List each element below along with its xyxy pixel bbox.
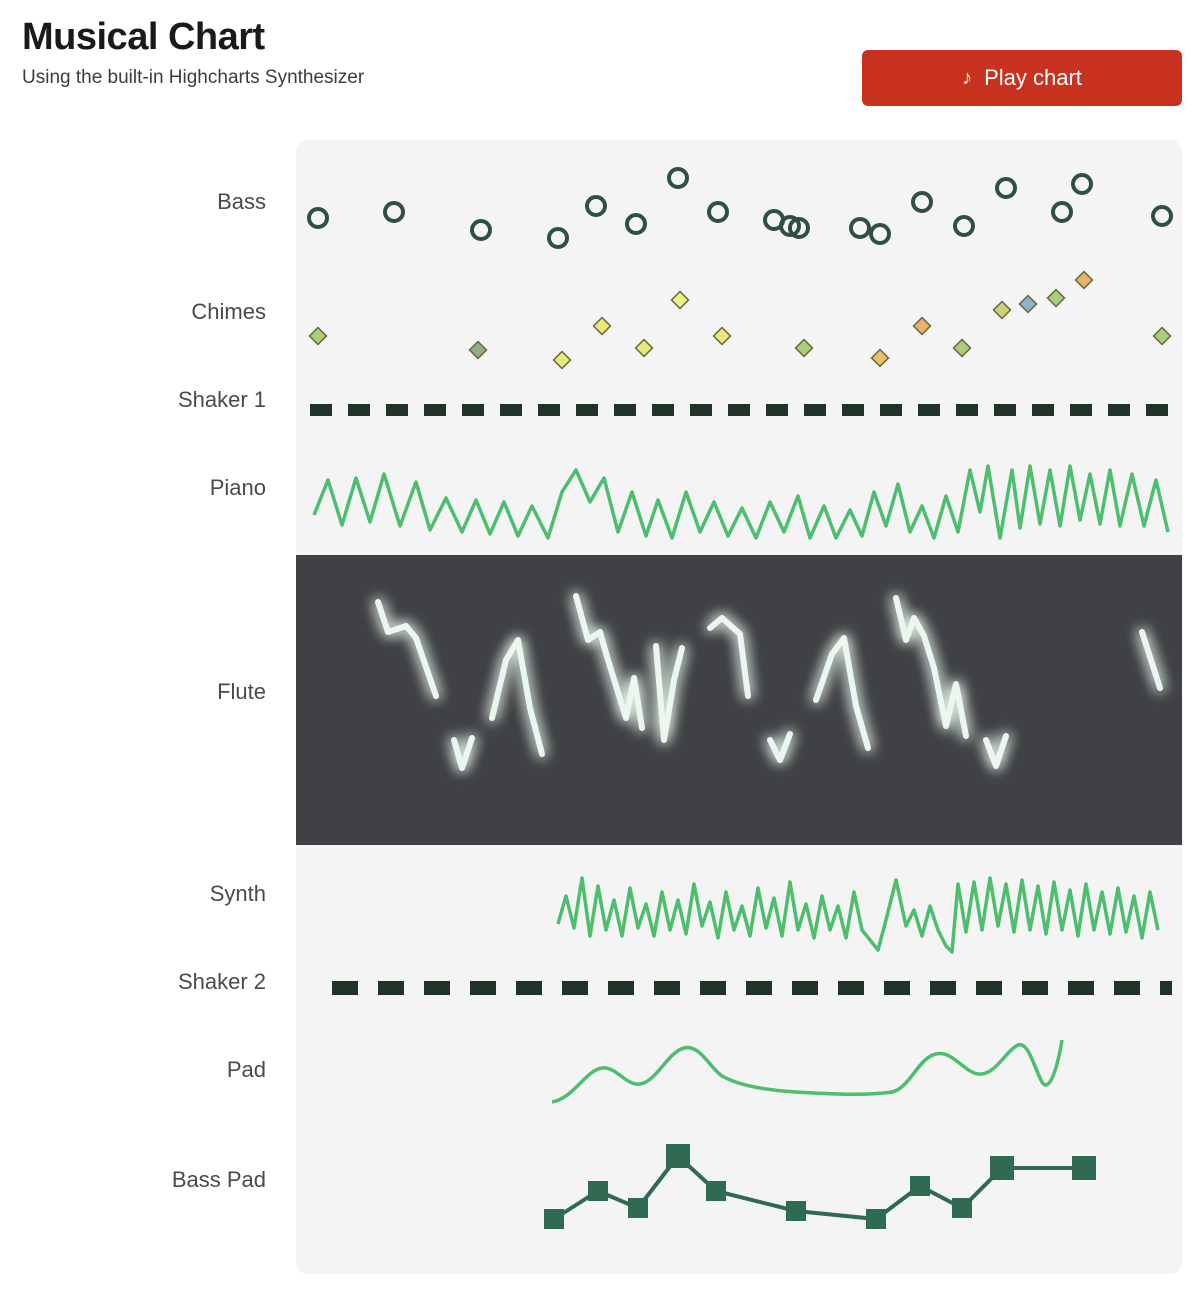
axis-label-shaker-2: Shaker 2	[177, 969, 266, 994]
series-chimes	[310, 272, 1171, 369]
series-piano	[314, 466, 1168, 538]
play-chart-label: Play chart	[984, 65, 1082, 90]
page-header	[22, 14, 1182, 90]
page-title: Musical Chart	[22, 16, 265, 58]
page-subtitle: Using the built-in Highcharts Synthesizer	[22, 67, 365, 88]
series-bass	[309, 169, 1171, 247]
play-chart-button[interactable]	[862, 50, 1182, 106]
axis-label-bass: Bass	[217, 189, 266, 214]
series-bass-pad	[544, 1144, 1096, 1229]
chart-svg	[296, 140, 1182, 1274]
axis-label-synth: Synth	[209, 881, 266, 906]
axis-label-flute: Flute	[217, 679, 266, 704]
music-note-icon: ♪	[962, 67, 973, 89]
axis-label-shaker-1: Shaker 1	[177, 387, 266, 412]
axis-label-piano: Piano	[209, 475, 266, 500]
axis-label-bass-pad: Bass Pad	[171, 1167, 266, 1192]
series-synth	[558, 878, 1158, 952]
axis-label-chimes: Chimes	[191, 299, 266, 324]
axis-label-pad: Pad	[226, 1057, 266, 1082]
series-pad	[552, 1040, 1062, 1102]
chart-plot-area[interactable]	[296, 140, 1182, 1274]
series-flute	[378, 596, 1160, 768]
y-axis-labels	[0, 140, 286, 1274]
